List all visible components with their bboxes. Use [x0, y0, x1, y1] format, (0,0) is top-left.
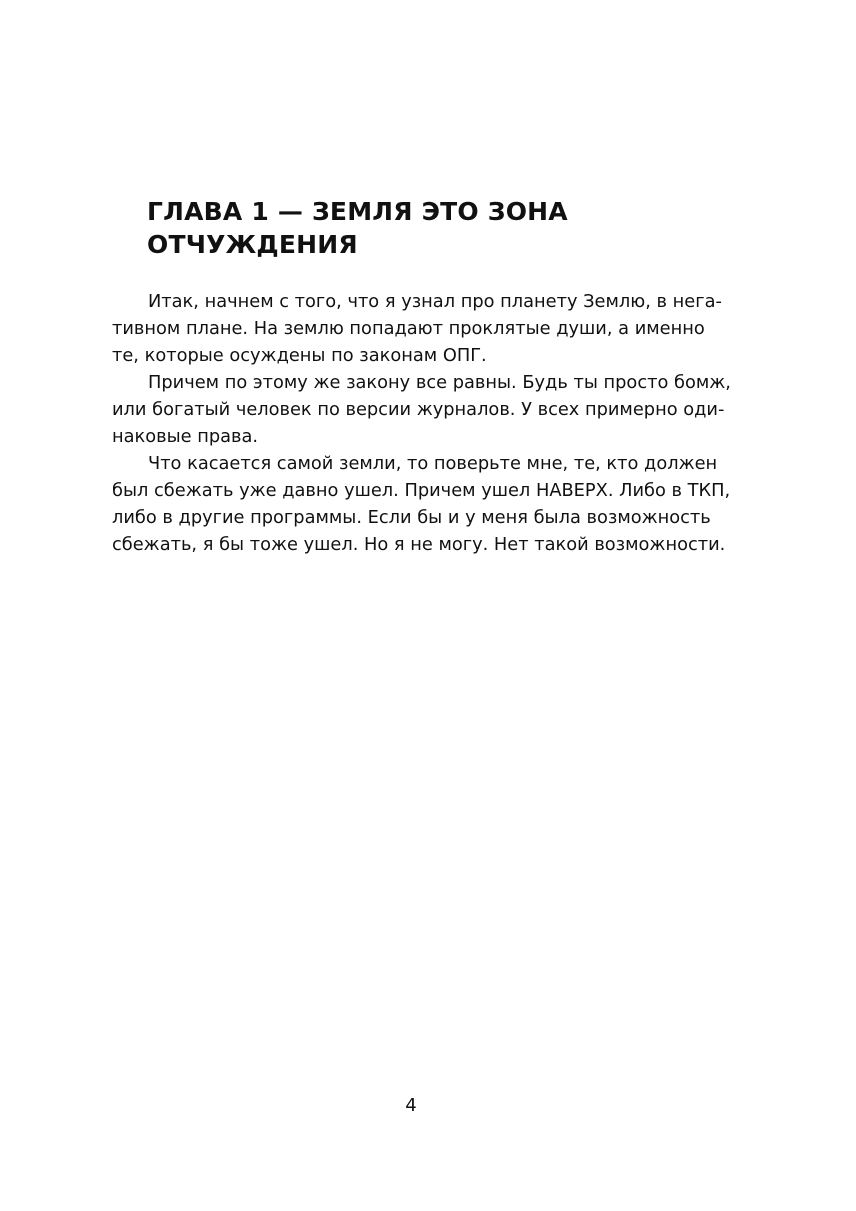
paragraph: [112, 450, 731, 558]
chapter-title-line: ОТЧУЖДЕНИЯ: [147, 230, 358, 259]
text-line: наковые права.: [112, 426, 259, 447]
text-line: или богатый человек по версии журналов. У всех примерно оди-: [112, 399, 725, 420]
text-line: сбежать, я бы тоже ушел. Но я не могу. Нет такой возможности.: [112, 534, 726, 555]
text-line: либо в другие программы. Если бы и у меня была возможность: [112, 507, 711, 528]
chapter-body: [112, 288, 731, 558]
chapter-title-line: ГЛАВА 1 — ЗЕМЛЯ ЭТО ЗОНА: [147, 197, 568, 226]
text-line: Что касается самой земли, то поверьте мне, те, кто должен: [148, 453, 718, 474]
text-line: Причем по этому же закону все равны. Будь ты просто бомж,: [148, 372, 731, 393]
paragraph: [112, 288, 722, 369]
text-line: Итак, начнем с того, что я узнал про планету Землю, в нега-: [148, 291, 722, 312]
text-line: был сбежать уже давно ушел. Причем ушел НАВЕРХ. Либо в ТКП,: [112, 480, 731, 501]
page-number: 4: [405, 1095, 417, 1116]
chapter-title: [147, 195, 727, 261]
text-line: тивном плане. На землю попадают проклятые души, а именно: [112, 318, 705, 339]
text-line: те, которые осуждены по законам ОПГ.: [112, 345, 487, 366]
paragraph: [112, 369, 731, 450]
